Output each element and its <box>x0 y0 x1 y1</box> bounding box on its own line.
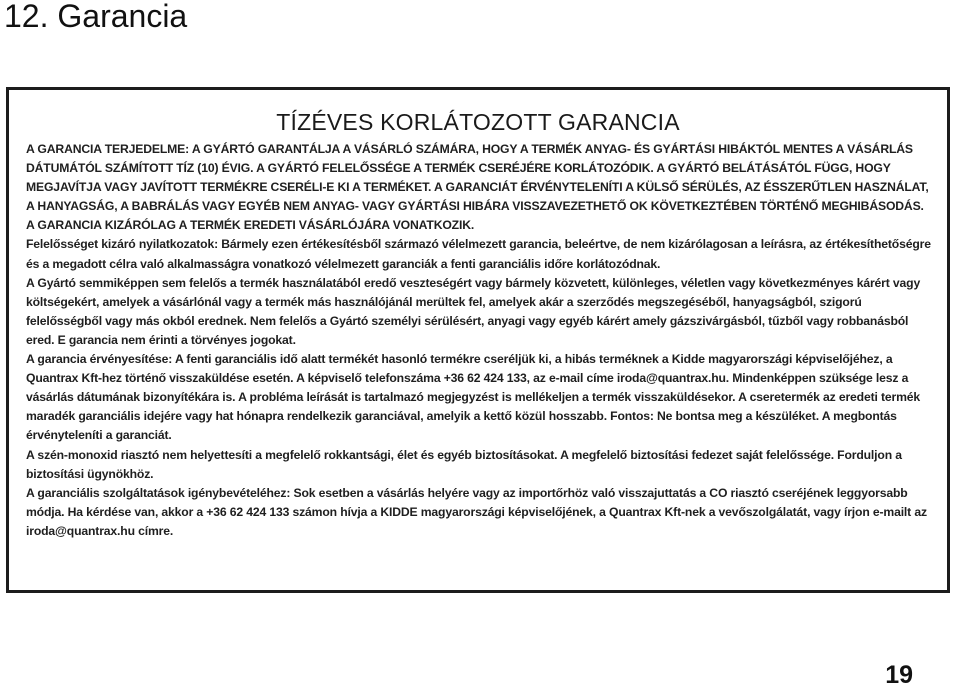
warranty-body <box>26 140 933 541</box>
page-number: 19 <box>885 661 913 689</box>
warranty-title: TÍZÉVES KORLÁTOZOTT GARANCIA <box>276 109 680 135</box>
liability-paragraph: A Gyártó semmiképpen sem felelős a termék használatából eredő veszteségért vagy bármely közvetett, különleges, véletlen vagy következményes kárért vagy költségekért, amelyek a vásárlónál vagy a termék más használójánál merültek fel, amelyek akár a szerződés megszegéséből, hanyagságból, szigorú felelősségből vagy más okból erednek. Nem felelős a Gyártó személyi sérülésért, anyagi vagy egyéb kárért amely gázszivárgásból, tűzből vagy robbanásból ered. E garancia nem érinti a törvényes jogokat. <box>26 275 921 347</box>
service-paragraph: A garanciális szolgáltatások igénybevételéhez: Sok esetben a vásárlás helyére vagy az importőrhöz való visszajuttatás a CO riasztó cseréjének leggyorsabb módja. Ha kérdése van, akkor a +36 62 424 133 számon hívja a KIDDE magyarországi képviselőjének, a Quantrax Kft-nek a vevőszolgálatát, vagy írjon e-mailt az iroda@quantrax.hu címre. <box>26 485 927 538</box>
warranty-box <box>6 87 950 593</box>
warranty-scope-paragraph: A GARANCIA TERJEDELME: A GYÁRTÓ GARANTÁLJA A VÁSÁRLÓ SZÁMÁRA, HOGY A TERMÉK ANYAG- ÉS GYÁRTÁSI HIBÁKTÓL MENTES A VÁSÁRLÁS DÁTUMÁTÓL SZÁMÍTOTT TÍZ (10) ÉVIG. A GYÁRTÓ FELELŐSSÉGE A TERMÉK CSERÉJÉRE KORLÁTOZÓDIK. A GYÁRTÓ BELÁTÁSÁTÓL FÜGG, HOGY MEGJAVÍTJA VAGY JAVÍTOTT TERMÉKRE CSERÉLI-E KI A TERMÉKET. A GARANCIÁT ÉRVÉNYTELENÍTI A KÜLSŐ SÉRÜLÉS, AZ ÉSSZERŰTLEN HASZNÁLAT, A HANYAGSÁG, A BABRÁLÁS VAGY EGYÉB NEM ANYAG- VAGY GYÁRTÁSI HIBÁRA VISSZAVEZETHETŐ OK KÖVETKEZTÉBEN TÖRTÉNŐ MEGHIBÁSODÁS. A GARANCIA KIZÁRÓLAG A TERMÉK EREDETI VÁSÁRLÓJÁRA VONATKOZIK. <box>26 142 929 233</box>
claim-paragraph: A garancia érvényesítése: A fenti garanciális idő alatt termékét hasonló termékre cseréljük ki, a hibás terméknek a Kidde magyarországi képviselőjéhez, a Quantrax Kft-hez történő visszaküldése esetén. A képviselő telefonszáma +36 62 424 133, az e-mail címe iroda@quantrax.hu. Mindenképpen szüksége lesz a vásárlás dátumának bizonyítékára is. A probléma leírását is tartalmazó megjegyzést is mellékeljen a termék visszaküldésekor. A cseretermék az eredeti termék maradék garanciális idejére vagy hat hónapra rendelkezik garanciával, amelyik a kettő közül hosszabb. Fontos: Ne bontsa meg a készüléket. A megbontás érvényteleníti a garanciát. <box>26 352 921 443</box>
insurance-paragraph: A szén-monoxid riasztó nem helyettesíti a megfelelő rokkantsági, élet és egyéb biztosításokat. A megfelelő biztosítási fedezet saját felelőssége. Forduljon a biztosítási ügynökhöz. <box>26 447 902 481</box>
disclaimer-paragraph: Felelősséget kizáró nyilatkozatok: Bármely ezen értékesítésből származó vélelmezett garancia, beleértve, de nem kizárólagosan a leírásra, az értékesíthetőségre és a megadott célra való alkalmasságra vonatkozó vélelmezett garanciák a fenti garanciális időre korlátozódnak. <box>26 237 931 271</box>
section-heading: 12. Garancia <box>4 0 188 34</box>
